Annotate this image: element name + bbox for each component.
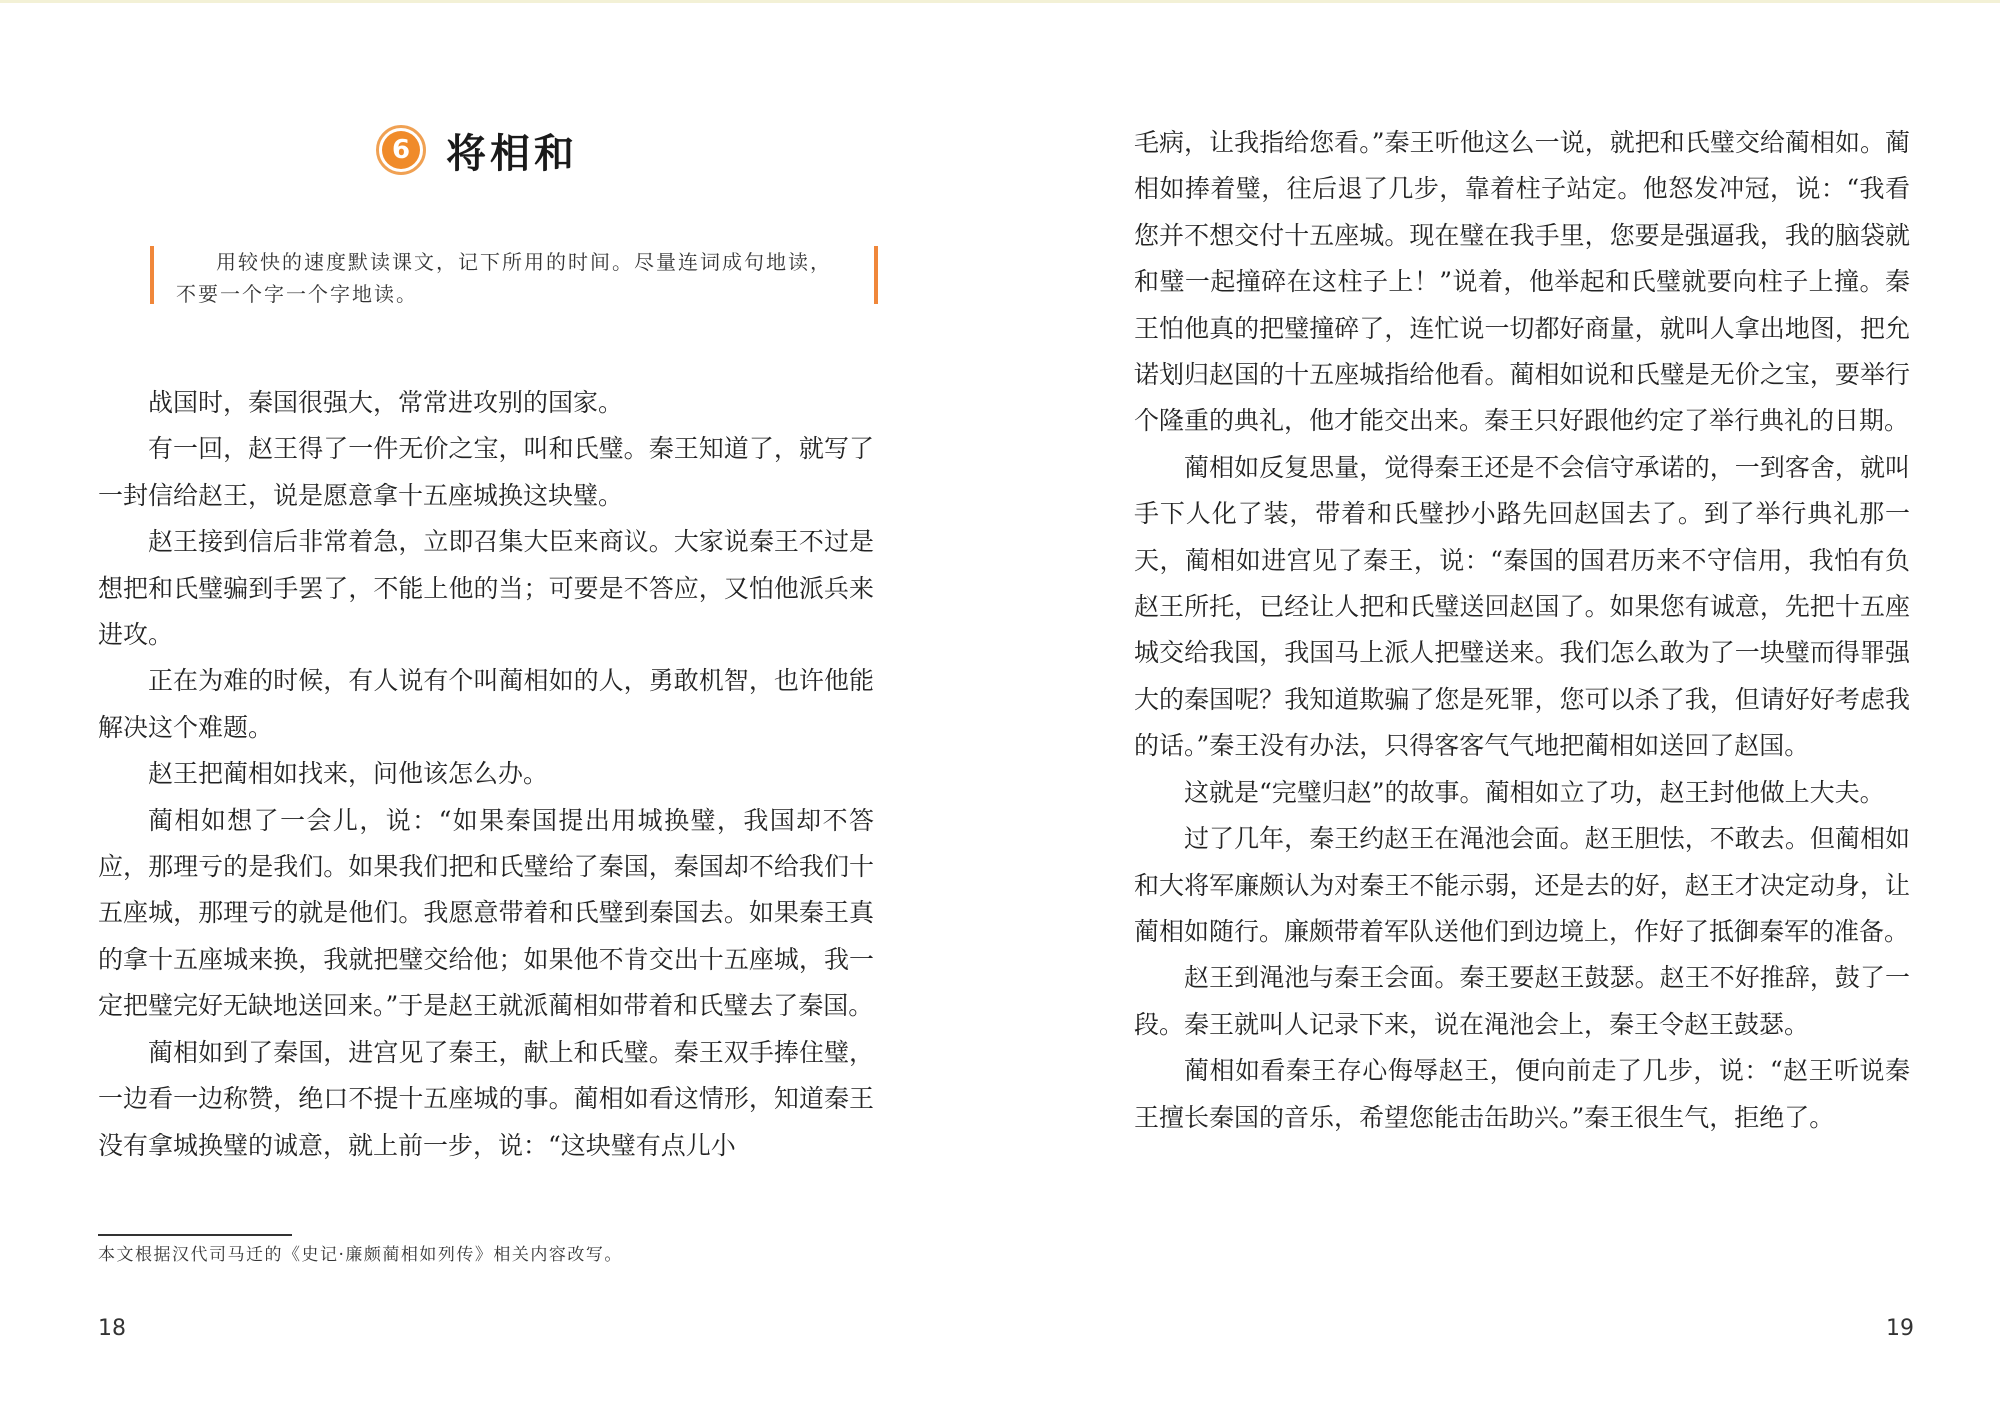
paragraph: 赵王接到信后非常着急，立即召集大臣来商议。大家说秦王不过是想把和氏璧骗到手罢了，不能上他的当；可要是不答应，又怕他派兵来进攻。 [98, 527, 874, 650]
lesson-number: 6 [382, 131, 420, 169]
footnote-rule [98, 1234, 292, 1236]
paragraph: 战国时，秦国很强大，常常进攻别的国家。 [148, 388, 624, 417]
footnote: 本文根据汉代司马迁的《史记·廉颇蔺相如列传》相关内容改写。 [98, 1245, 623, 1265]
paragraph: 毛病，让我指给您看。”秦王听他这么一说，就把和氏璧交给蔺相如。蔺相如捧着璧，往后退了几步，靠着柱子站定。他怒发冲冠，说：“我看您并不想交付十五座城。现在璧在我手里，您要是强逼我，我的脑袋就和璧一起撞碎在这柱子上！”说着，他举起和氏璧就要向柱子上撞。秦王怕他真的把璧撞碎了，连忙说一切都好商量，就叫人拿出地图，把允诺划归赵国的十五座城指给他看。蔺相如说和氏璧是无价之宝，要举行个隆重的典礼，他才能交出来。秦王只好跟他约定了举行典礼的日期。 [1134, 128, 1910, 436]
paragraph: 蔺相如想了一会儿，说：“如果秦国提出用城换璧，我国却不答应，那理亏的是我们。如果我们把和氏璧给了秦国，秦国却不给我们十五座城，那理亏的就是他们。我愿意带着和氏璧到秦国去。如果秦王真的拿十五座城来换，我就把璧交给他；如果他不肯交出十五座城，我一定把璧完好无缺地送回来。”于是赵王就派蔺相如带着和氏璧去了秦国。 [98, 805, 874, 1021]
paragraph: 正在为难的时候，有人说有个叫蔺相如的人，勇敢机智，也许他能解决这个难题。 [98, 666, 874, 742]
page-number: 18 [98, 1316, 126, 1341]
paragraph: 过了几年，秦王约赵王在渑池会面。赵王胆怯，不敢去。但蔺相如和大将军廉颇认为对秦王不能示弱，还是去的好，赵王才决定动身，让蔺相如随行。廉颇带着军队送他们到边境上，作好了抵御秦军的准备。 [1134, 824, 1910, 946]
lesson-title: 将相和 [446, 129, 578, 177]
paragraph: 赵王到渑池与秦王会面。秦王要赵王鼓瑟。赵王不好推辞，鼓了一段。秦王就叫人记录下来，说在渑池会上，秦王令赵王鼓瑟。 [1134, 963, 1910, 1039]
lesson-number-badge [376, 125, 426, 175]
prompt-left-bar [150, 246, 154, 304]
paragraph: 赵王把蔺相如找来，问他该怎么办。 [148, 759, 549, 789]
reading-prompt: 用较快的速度默读课文，记下所用的时间。尽量连词成句地读，不要一个字一个字地读。 [176, 250, 832, 306]
left-body-text [98, 380, 874, 1169]
reading-prompt-box [150, 246, 878, 304]
paragraph: 这就是“完璧归赵”的故事。蔺相如立了功，赵王封他做上大夫。 [1184, 777, 1885, 807]
prompt-right-bar [874, 246, 878, 304]
paragraph: 蔺相如反复思量，觉得秦王还是不会信守承诺的，一到客舍，就叫手下人化了装，带着和氏璧抄小路先回赵国去了。到了举行典礼那一天，蔺相如进宫见了秦王，说：“秦国的国君历来不守信用，我怕有负赵王所托，已经让人把和氏璧送回赵国了。如果您有诚意，先把十五座城交给我国，我国马上派人把璧送来。我们怎么敢为了一块璧而得罪强大的秦国呢？我知道欺骗了您是死罪，您可以杀了我，但请好好考虑我的话。”秦王没有办法，只得客客气气地把蔺相如送回了赵国。 [1134, 452, 1910, 761]
right-page [1000, 0, 2000, 1403]
paragraph: 有一回，赵王得了一件无价之宝，叫和氏璧。秦王知道了，就写了一封信给赵王，说是愿意拿十五座城换这块璧。 [98, 434, 874, 510]
lesson-header [376, 120, 578, 180]
paragraph: 蔺相如看秦王存心侮辱赵王，便向前走了几步，说：“赵王听说秦王擅长秦国的音乐，希望您能击缶助兴。”秦王很生气，拒绝了。 [1134, 1056, 1910, 1132]
paragraph: 蔺相如到了秦国，进宫见了秦王，献上和氏璧。秦王双手捧住璧，一边看一边称赞，绝口不提十五座城的事。蔺相如看这情形，知道秦王没有拿城换璧的诚意，就上前一步，说：“这块璧有点儿小 [98, 1037, 874, 1160]
page-number: 19 [1886, 1316, 1914, 1341]
right-body-text [1134, 120, 1910, 1141]
